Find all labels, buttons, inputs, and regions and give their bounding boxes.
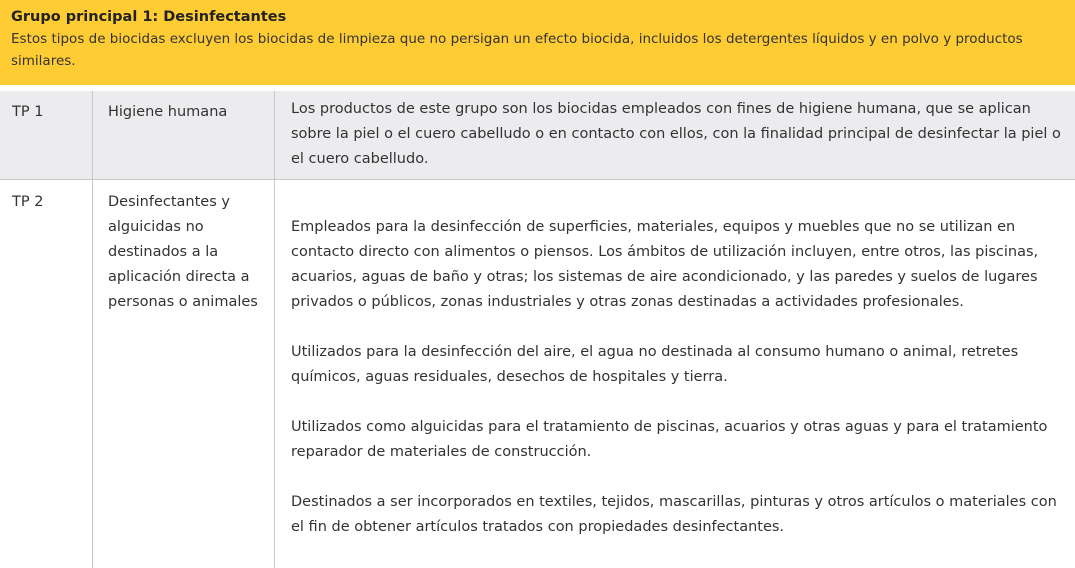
group-header — [0, 0, 1075, 85]
row-description — [291, 97, 1066, 172]
description-paragraph: Los productos de este grupo son los biocidas empleados con fines de higiene humana, que se aplican sobre la piel o el cuero cabelludo o en contacto con ellos, con la finalidad principal de desinfectar la piel o el cuero cabelludo. — [291, 101, 1061, 167]
column-divider — [92, 91, 93, 568]
table-row-tp1 — [0, 91, 1075, 179]
row-name: Desinfectantes y alguicidas no destinados a la aplicación directa a personas o animales — [108, 194, 258, 310]
row-code: TP 1 — [12, 104, 44, 120]
row-code: TP 2 — [12, 194, 44, 210]
column-divider — [274, 91, 275, 568]
group-title: Grupo principal 1: Desinfectantes — [11, 9, 287, 25]
row-name: Higiene humana — [108, 104, 228, 120]
table-row-tp2 — [0, 181, 1075, 568]
row-divider — [0, 179, 1075, 180]
description-paragraph: Utilizados para la desinfección del aire, el agua no destinada al consumo humano o animal, retretes químicos, aguas residuales, desechos de hospitales y tierra. — [291, 344, 1019, 385]
group-description: Estos tipos de biocidas excluyen los biocidas de limpieza que no persigan un efecto biocida, incluidos los detergentes líquidos y en polvo y productos similares. — [11, 31, 1023, 69]
row-description — [291, 215, 1066, 565]
description-paragraph: Destinados a ser incorporados en textiles, tejidos, mascarillas, pinturas y otros artículos o materiales con el fin de obtener artículos tratados con propiedades desinfectantes. — [291, 494, 1057, 535]
description-paragraph: Utilizados como alguicidas para el tratamiento de piscinas, acuarios y otras aguas y para el tratamiento reparador de materiales de construcción. — [291, 419, 1048, 460]
description-paragraph: Empleados para la desinfección de superficies, materiales, equipos y muebles que no se utilizan en contacto directo con alimentos o piensos. Los ámbitos de utilización incluyen, entre otros, las piscinas, acuarios, aguas de baño y otras; los sistemas de aire acondicionado, y las paredes y suelos de lugares privados o públicos, zonas industriales y otras zonas destinadas a actividades profesionales. — [291, 219, 1039, 310]
